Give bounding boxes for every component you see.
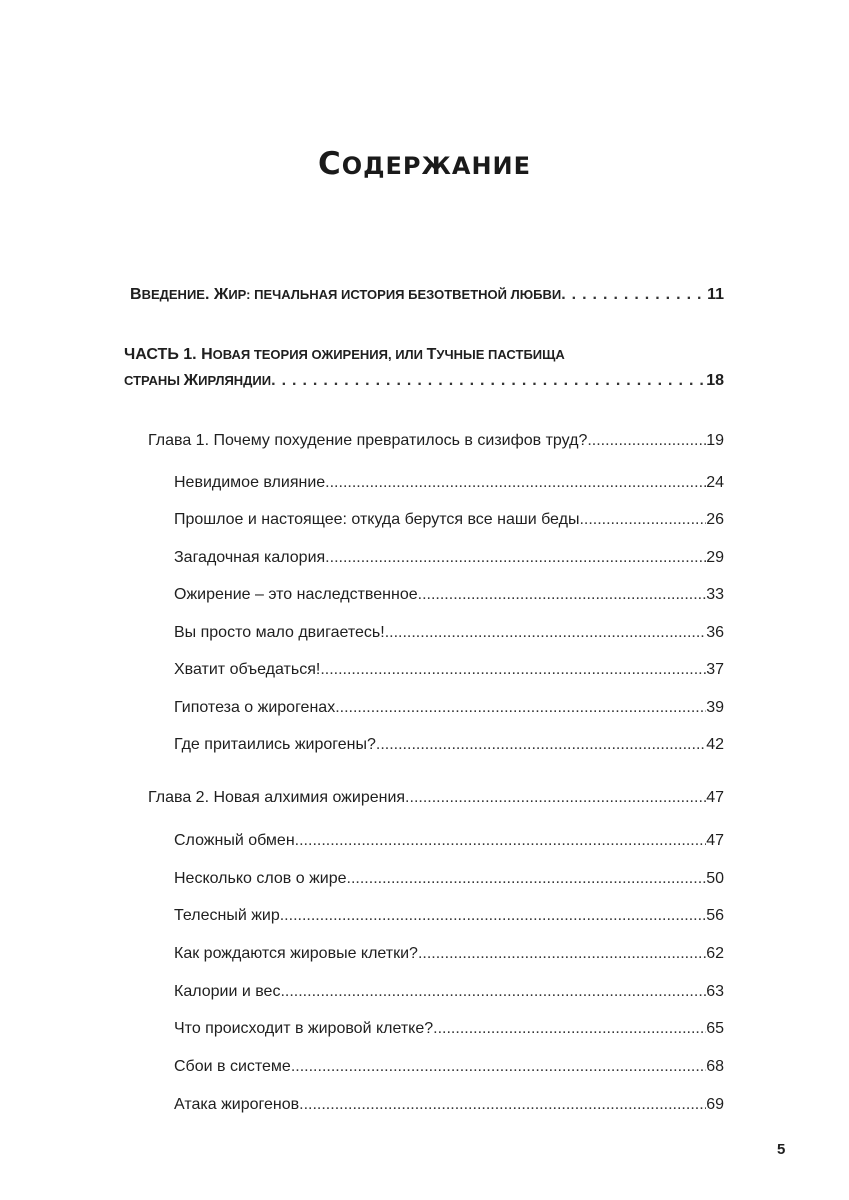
toc-section-title: Что происходит в жировой клетке? — [174, 1020, 434, 1037]
toc-part1-title[interactable]: ЧАСТЬ 1. НОВАЯ ТЕОРИЯ ОЖИРЕНИЯ, ИЛИ ТУЧНЫЕ ПАСТБИЩА — [124, 346, 565, 363]
toc-chapter-title: Глава 1. Почему похудение превратилось в сизифов труд? — [148, 432, 588, 449]
toc-part1-page: 18 — [706, 372, 724, 389]
toc-section[interactable] — [174, 586, 724, 604]
dot-leader — [418, 945, 706, 963]
toc-section-page: 33 — [706, 586, 724, 603]
dot-leader — [587, 432, 706, 450]
dot-leader — [418, 586, 707, 604]
toc-section[interactable] — [174, 474, 724, 492]
toc-section-page: 42 — [706, 736, 724, 753]
page-title: СОДЕРЖАНИЕ — [317, 146, 532, 182]
dot-leader — [325, 474, 706, 492]
toc-section-title: Калории и вес — [174, 983, 281, 1000]
toc-section-page: 36 — [706, 624, 724, 641]
toc-chapter-page: 47 — [706, 789, 724, 806]
toc-section[interactable] — [174, 945, 724, 963]
toc-section-page: 56 — [706, 907, 724, 924]
dot-leader — [291, 1058, 706, 1076]
toc-section[interactable] — [174, 907, 724, 925]
toc-section-page: 37 — [706, 661, 724, 678]
toc-chapter-page: 19 — [706, 432, 724, 449]
toc-section-page: 65 — [706, 1020, 724, 1037]
dot-leader — [280, 983, 706, 1001]
toc-section-title: Гипотеза о жирогенах — [174, 699, 336, 716]
toc-section-title: Несколько слов о жире — [174, 870, 347, 887]
toc-section-title: Вы просто мало двигаетесь! — [174, 624, 385, 641]
toc-section-title: Где притаились жирогены? — [174, 736, 376, 753]
dot-leader — [561, 286, 707, 304]
dot-leader — [280, 907, 706, 925]
toc-section[interactable] — [174, 832, 724, 850]
toc-section-title: Невидимое влияние — [174, 474, 326, 491]
toc-section-page: 29 — [706, 549, 724, 566]
dot-leader — [385, 624, 707, 642]
toc-section[interactable] — [174, 1096, 724, 1114]
dot-leader — [335, 699, 706, 717]
dot-leader — [271, 372, 706, 390]
toc-part1[interactable] — [124, 372, 724, 390]
toc-section[interactable] — [174, 1020, 724, 1038]
toc-section[interactable] — [174, 549, 724, 567]
toc-section-title: Телесный жир — [174, 907, 280, 924]
toc-section[interactable] — [174, 624, 724, 642]
toc-section-page: 47 — [706, 832, 724, 849]
toc-chapter[interactable] — [148, 432, 724, 450]
dot-leader — [405, 789, 706, 807]
toc-section-page: 26 — [706, 511, 724, 528]
dot-leader — [295, 832, 707, 850]
toc-section-title: Как рождаются жировые клетки? — [174, 945, 418, 962]
toc-section-page: 24 — [706, 474, 724, 491]
toc-intro[interactable] — [130, 286, 724, 304]
toc-section-page: 62 — [706, 945, 724, 962]
toc-section-title: Сложный обмен — [174, 832, 295, 849]
toc-section[interactable] — [174, 983, 724, 1001]
dot-leader — [579, 511, 706, 529]
dot-leader — [299, 1096, 706, 1114]
toc-section-page: 68 — [706, 1058, 724, 1075]
dot-leader — [433, 1020, 706, 1038]
toc-section-page: 63 — [706, 983, 724, 1000]
toc-intro-page: 11 — [707, 286, 724, 303]
toc-chapter[interactable] — [148, 789, 724, 807]
toc-chapter-title: Глава 2. Новая алхимия ожирения — [148, 789, 406, 806]
toc-intro-title: ВВЕДЕНИЕ. ЖИР: ПЕЧАЛЬНАЯ ИСТОРИЯ БЕЗОТВЕТНОЙ ЛЮБВИ — [130, 286, 562, 303]
dot-leader — [347, 870, 707, 888]
toc-section[interactable] — [174, 661, 724, 679]
toc-section[interactable] — [174, 511, 724, 529]
dot-leader — [325, 549, 706, 567]
toc-section-title: Прошлое и настоящее: откуда берутся все наши беды — [174, 511, 580, 528]
toc-section-title: Ожирение – это наследственное — [174, 586, 418, 603]
toc-section-title: Загадочная калория — [174, 549, 326, 566]
toc-section-title: Атака жирогенов — [174, 1096, 300, 1113]
toc-section[interactable] — [174, 736, 724, 754]
toc-section-title: Сбои в системе — [174, 1058, 291, 1075]
dot-leader — [320, 661, 706, 679]
page-number: 5 — [777, 1141, 786, 1158]
toc-part1-title-cont: СТРАНЫ ЖИРЛЯНДИИ — [124, 372, 272, 389]
dot-leader — [376, 736, 706, 754]
toc-section-title: Хватит объедаться! — [174, 661, 321, 678]
toc-section-page: 50 — [706, 870, 724, 887]
toc-section[interactable] — [174, 1058, 724, 1076]
toc-section[interactable] — [174, 870, 724, 888]
toc-section-page: 69 — [706, 1096, 724, 1113]
toc-section-page: 39 — [706, 699, 724, 716]
toc-section[interactable] — [174, 699, 724, 717]
